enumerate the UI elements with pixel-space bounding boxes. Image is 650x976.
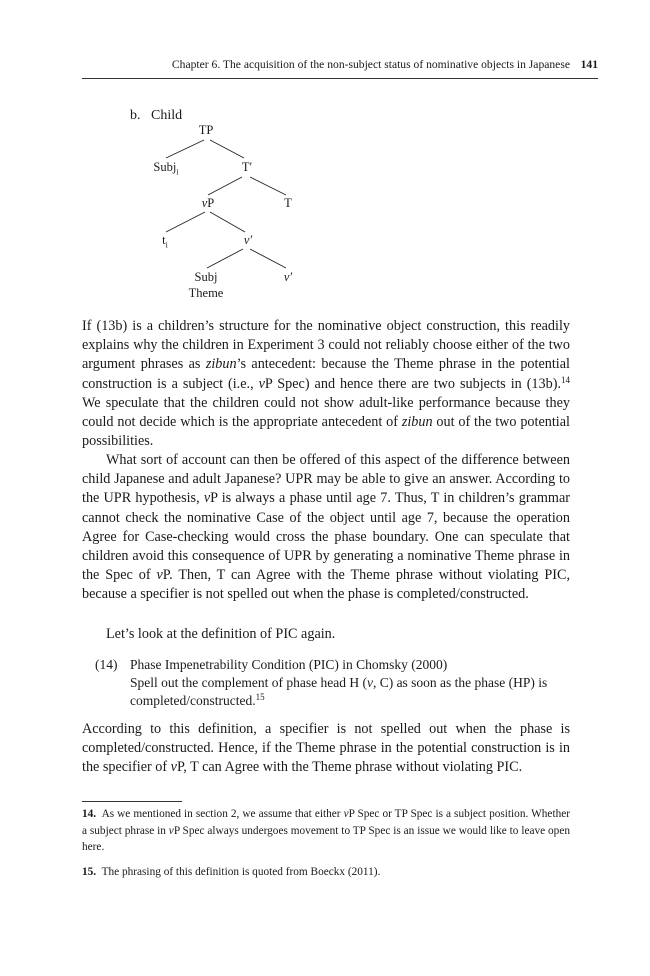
vp-p: P: [207, 196, 215, 210]
vp-v: v: [201, 196, 208, 210]
footnote-rule: [82, 801, 182, 802]
v-bar-label: v′: [243, 233, 253, 247]
footnote-14: [82, 806, 570, 856]
header-title: Chapter 6. The acquisition of the non-subject status of nominative objects in Japanese: [171, 58, 570, 71]
branch-tp-tbar: [210, 140, 244, 158]
paragraph-1: If (13b) is a children’s structure for the nominative object construction, this readily explains why the children in Experiment 3 could not reliably choose either of the two argument phrases as zibun’s antecedent: because the Theme phrase in the potential construction is a subject (i.e., vP Spec) and hence there are two subjects in (13b).$^{14}$ We speculate that the children could not show adult-like performance because they could not decide which is the appropriate antecedent of zibun out of the two potential possibilities.: [82, 318, 570, 450]
paragraph-3: Let’s look at the definition of PIC again.: [106, 626, 336, 642]
tree-node-tp: TP: [198, 123, 214, 137]
footnote-15-text: The phrasing of this definition is quoted from Boeckx (2011).: [101, 866, 381, 878]
tree-branches: [0, 0, 650, 320]
tree-node-subj: Subj: [194, 270, 218, 284]
example-14-line2: Spell out the complement of phase head H (v, C) as soon as the phase (HP) is completed/constructed.$^{15}$: [130, 675, 548, 708]
tree-node-t-bar: T′: [241, 160, 253, 174]
example-b-letter: b.: [130, 108, 141, 123]
tree-node-t-i: [162, 233, 168, 250]
paragraph-2: What sort of account can then be offered of this aspect of the difference between child Japanese and adult Japanese? UPR may be able to give an answer. According to the UPR hypothesis, vP is always a phase until age 7. Thus, T in children’s grammar cannot check the nominative Case of the object until age 7, because the operation Agree for Case-checking would cross the phase boundary. One can speculate that children avoid this consequence of UPR by generating a nominative Theme phrase in the Spec of vP. Then, T can Agree with the Theme phrase without violating PIC, because a specifier is not spelled out when the phase is completed/constructed.: [82, 452, 571, 603]
v-prime-label: v′: [283, 270, 293, 284]
branch-vp-ti: [166, 212, 205, 232]
tree-node-t: T: [284, 196, 292, 210]
tree-node-vp: [202, 196, 215, 211]
branch-tbar-vp: [208, 177, 242, 195]
example-14-line1: Phase Impenetrability Condition (PIC) in Chomsky (2000): [130, 657, 448, 672]
footnote-14-text: As we mentioned in section 2, we assume that either vP Spec or TP Spec is a subject position. Whether a subject phrase in vP Spec always undergoes movement to TP Spec is an issue we would like to leave open here.: [82, 808, 571, 853]
example-14-number: (14): [95, 657, 118, 672]
footnote-15: [82, 864, 570, 881]
example-14-body: [130, 656, 565, 710]
footnote-15-number: 15.: [82, 866, 97, 878]
subj-i-label: Subj: [153, 160, 177, 174]
branch-vp-vbar: [210, 212, 245, 232]
page-number: 141: [580, 58, 598, 71]
branch-tp-subj: [166, 140, 204, 158]
example-b-title: Child: [151, 108, 183, 123]
tree-node-theme: Theme: [188, 286, 224, 300]
t-i-index: i: [165, 240, 168, 250]
branch-vbar-vprime: [250, 249, 286, 268]
subj-i-index: i: [176, 167, 179, 177]
branch-vbar-subj: [207, 249, 243, 268]
t-i-label: t: [162, 233, 166, 247]
branch-tbar-t: [250, 177, 286, 195]
tree-node-subj-i: [153, 160, 178, 177]
tree-node-v-bar: [244, 233, 252, 248]
footnote-14-number: 14.: [82, 808, 97, 820]
paragraph-4: According to this definition, a specifier is not spelled out when the phase is completed/constructed. Hence, if the Theme phrase in the potential construction is in the specifier of vP, T can Agree with the Theme phrase without violating PIC.: [82, 721, 570, 776]
tree-node-v-prime: [284, 270, 292, 285]
